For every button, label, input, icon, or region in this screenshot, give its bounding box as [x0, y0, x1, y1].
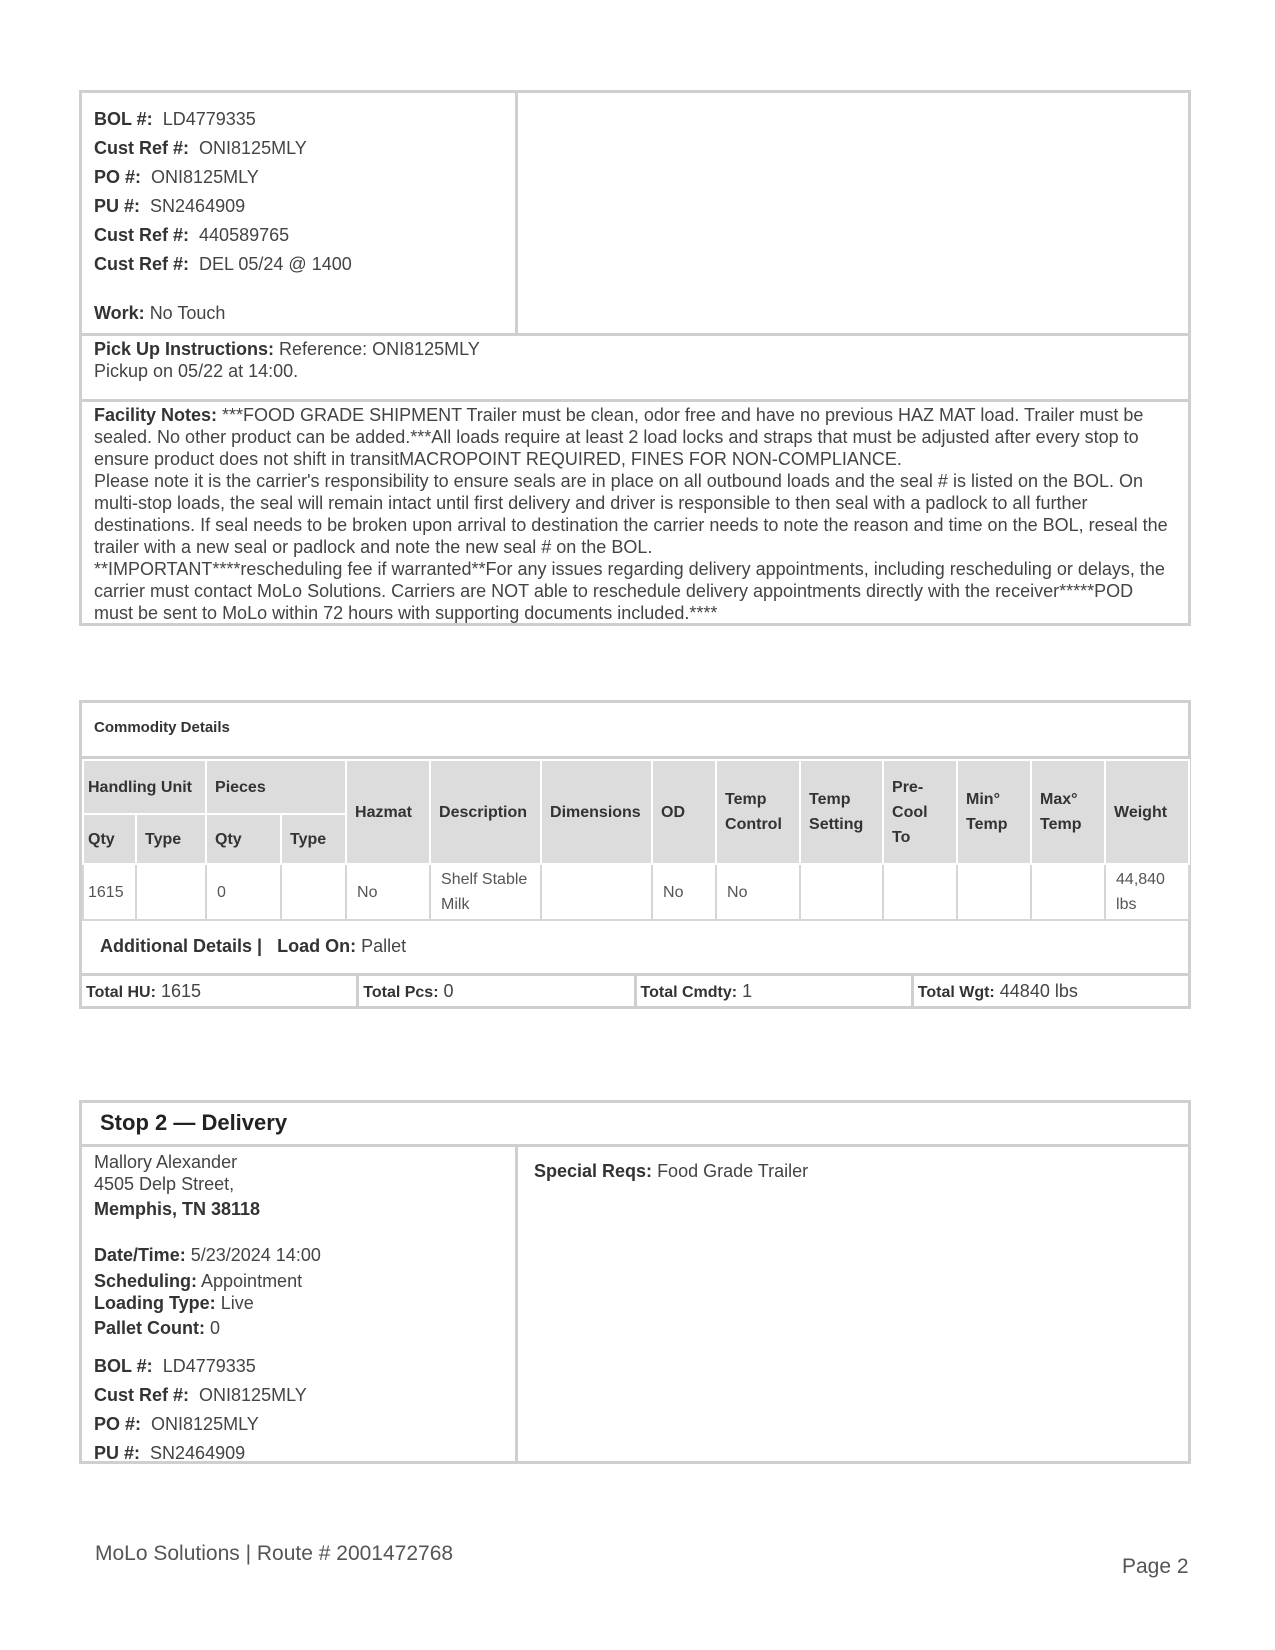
scheduling: Scheduling: Appointment — [94, 1271, 303, 1291]
additional-details: Additional Details | Load On: Pallet — [82, 921, 1188, 976]
header-temp-control: Temp Control — [716, 760, 800, 864]
header-pcs-type: Type — [281, 814, 346, 864]
pallet-count: Pallet Count: 0 — [94, 1318, 221, 1338]
commodity-title: Commodity Details — [82, 703, 1188, 759]
commodity-details — [79, 700, 1191, 1009]
ref-pu: PU #: SN2464909 — [94, 196, 246, 216]
header-weight: Weight — [1105, 760, 1189, 864]
header-handling-unit: Handling Unit — [83, 760, 206, 814]
cell-hu-type — [136, 864, 206, 920]
cell-pcs-type — [281, 864, 346, 920]
header-temp-setting: Temp Setting — [800, 760, 883, 864]
cell-weight: 44,840 lbs — [1105, 864, 1189, 920]
header-precool: Pre-Cool To — [883, 760, 957, 864]
cell-hazmat: No — [346, 864, 430, 920]
facility-note-seal: Please note it is the carrier's responsibility to ensure seals are in place on all outbound loads and the seal # is listed on the BOL. On multi-stop loads, the seal will remain intact until first delivery and driver is responsible to then seal with a padlock to all further destinations. If seal needs to be broken upon arrival to destination the carrier needs to note the reason and time on the BOL, reseal the trailer with a new seal or padlock and note the new seal # on the BOL. — [94, 471, 1168, 557]
stop-delivery — [79, 1100, 1191, 1464]
ref-cust-ref-1: Cust Ref #: ONI8125MLY — [94, 138, 307, 158]
cell-temp-control: No — [716, 864, 800, 920]
header-hu-type: Type — [136, 814, 206, 864]
commodity-table — [82, 759, 1190, 921]
ref-po: PO #: ONI8125MLY — [94, 167, 259, 187]
header-pieces: Pieces — [206, 760, 346, 814]
cell-description: Shelf Stable Milk — [430, 864, 541, 920]
reference-block — [79, 90, 1191, 626]
pickup-instructions: Pick Up Instructions: Reference: ONI8125MLY Pickup on 05/22 at 14:00. — [82, 336, 1188, 402]
header-dimensions: Dimensions — [541, 760, 652, 864]
loading-type: Loading Type: Live — [94, 1293, 254, 1313]
stop-ref-po: PO #: ONI8125MLY — [94, 1414, 259, 1434]
ref-bol: BOL #: LD4779335 — [94, 109, 256, 129]
cell-temp-setting — [800, 864, 883, 920]
header-pcs-qty: Qty — [206, 814, 281, 864]
footer-route: MoLo Solutions | Route # 2001472768 — [95, 1542, 454, 1565]
stop-info — [82, 1147, 518, 1464]
cell-pcs-qty: 0 — [206, 864, 281, 920]
ref-cust-ref-2: Cust Ref #: 440589765 — [94, 225, 290, 245]
cell-hu-qty: 1615 — [83, 864, 136, 920]
totals-row — [82, 976, 1188, 1008]
special-requirements: Special Reqs: Food Grade Trailer — [534, 1161, 809, 1181]
street-address: 4505 Delp Street, — [94, 1174, 235, 1194]
cell-dimensions — [541, 864, 652, 920]
total-pcs: Total Pcs: 0 — [359, 976, 636, 1008]
cell-od: No — [652, 864, 716, 920]
total-hu: Total HU: 1615 — [82, 976, 359, 1008]
work-field: Work: No Touch — [94, 303, 226, 323]
reference-list — [82, 93, 518, 333]
cell-precool — [883, 864, 957, 920]
facility-notes: Facility Notes: ***FOOD GRADE SHIPMENT Trailer must be clean, odor free and have no previous HAZ MAT load. Trailer must be sealed. No other product can be added.***All loads require at least 2 load locks and straps that must be adjusted after every stop to ensure product does not shift in transitMACROPOINT REQUIRED, FINES FOR NON-COMPLIANCE. Please note it is the carrier's responsibility to ensure seals are in place on all outbound loads and the seal # is listed on the BOL. On multi-stop loads, the seal will remain intact until first delivery and driver is responsible to then seal with a padlock to all further destinations. If seal needs to be broken upon arrival to destination the carrier needs to note the reason and time on the BOL, reseal the trailer with a new seal or padlock and note the new seal # on the BOL. **IMPORTANT****rescheduling fee if warranted**For any issues regarding delivery appointments, including rescheduling or delays, the carrier must contact MoLo Solutions. Carriers are NOT able to reschedule delivery appointments directly with the receiver*****POD must be sent to MoLo within 72 hours with supporting documents included.**** — [82, 402, 1188, 626]
header-hu-qty: Qty — [83, 814, 136, 864]
stop-ref-pu: PU #: SN2464909 — [94, 1443, 246, 1463]
header-min-temp: Min° Temp — [957, 760, 1031, 864]
header-description: Description — [430, 760, 541, 864]
reference-right-empty — [518, 93, 1188, 333]
stop-title: Stop 2 — Delivery — [82, 1103, 1188, 1147]
stop-ref-cust-ref: Cust Ref #: ONI8125MLY — [94, 1385, 307, 1405]
facility-note-important: **IMPORTANT****rescheduling fee if warranted**For any issues regarding delivery appointments, including rescheduling or delays, the carrier must contact MoLo Solutions. Carriers are NOT able to reschedule delivery appointments directly with the receiver*****POD must be sent to MoLo within 72 hours with supporting documents included.**** — [94, 559, 1165, 623]
date-time: Date/Time: 5/23/2024 14:00 — [94, 1245, 321, 1265]
cell-max-temp — [1031, 864, 1105, 920]
ref-cust-ref-3: Cust Ref #: DEL 05/24 @ 1400 — [94, 254, 352, 274]
stop-ref-bol: BOL #: LD4779335 — [94, 1356, 256, 1376]
total-cmdty: Total Cmdty: 1 — [637, 976, 914, 1008]
header-hazmat: Hazmat — [346, 760, 430, 864]
page-number: Page 2 — [1122, 1555, 1189, 1578]
header-od: OD — [652, 760, 716, 864]
total-wgt: Total Wgt: 44840 lbs — [917, 981, 1078, 1001]
cell-min-temp — [957, 864, 1031, 920]
consignee-name: Mallory Alexander — [94, 1152, 238, 1172]
table-row — [83, 864, 1189, 920]
header-max-temp: Max° Temp — [1031, 760, 1105, 864]
city-state-zip: Memphis, TN 38118 — [94, 1199, 261, 1219]
